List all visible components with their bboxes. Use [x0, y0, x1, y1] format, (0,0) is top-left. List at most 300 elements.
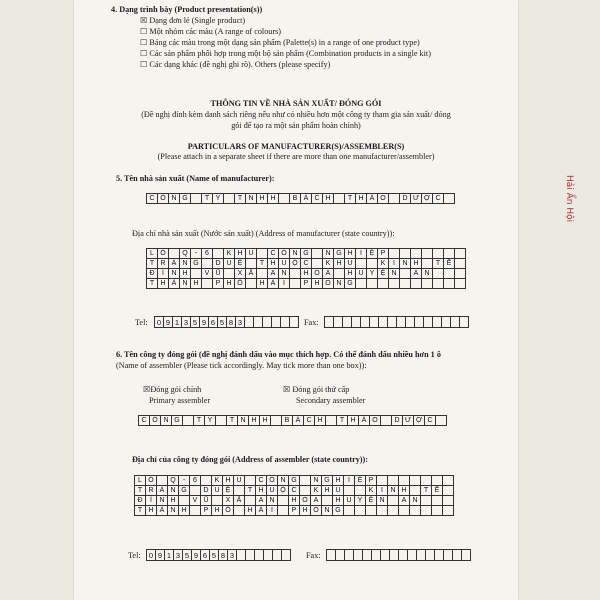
manufacturer-name-cell[interactable]: Y: [213, 194, 224, 204]
manufacturer-name-cell[interactable]: [224, 194, 235, 204]
manufacturer-address-cell[interactable]: Đ: [147, 269, 158, 279]
assembler-address-cell[interactable]: Ế: [432, 486, 443, 496]
assembler-address-cell[interactable]: Ô: [146, 476, 157, 486]
assembler-address-cell[interactable]: T: [245, 486, 256, 496]
assembler-address-cell[interactable]: Đ: [135, 496, 146, 506]
assembler-address-cell[interactable]: U: [267, 486, 278, 496]
assembler-name-cell[interactable]: Ô: [150, 416, 161, 426]
manufacturer-address-cell[interactable]: Ố: [235, 279, 246, 289]
assembler-address-cell[interactable]: Ò: [311, 506, 322, 516]
manufacturer-address-cell[interactable]: H: [268, 259, 279, 269]
assembler-address-cell[interactable]: H: [223, 476, 234, 486]
assembler-fax-cell[interactable]: [444, 550, 453, 561]
manufacturer-address-cell[interactable]: H: [411, 259, 422, 269]
manufacturer-address-cell[interactable]: [444, 269, 455, 279]
assembler-address-cell[interactable]: Q: [168, 476, 179, 486]
assembler-address-cell[interactable]: [421, 506, 432, 516]
manufacturer-address-cell[interactable]: -: [191, 249, 202, 259]
manufacturer-address-cell[interactable]: N: [169, 269, 180, 279]
manufacturer-address-cell[interactable]: H: [191, 279, 202, 289]
manufacturer-address-cell[interactable]: A: [268, 269, 279, 279]
assembler-name-cell[interactable]: Ư: [403, 416, 414, 426]
assembler-address-cell[interactable]: [377, 506, 388, 516]
assembler-address-cell[interactable]: Ệ: [223, 486, 234, 496]
assembler-address-cell[interactable]: I: [377, 486, 388, 496]
manufacturer-name-cell[interactable]: Ư: [411, 194, 422, 204]
assembler-tel-cell[interactable]: 5: [210, 550, 219, 561]
manufacturer-name-cell[interactable]: N: [169, 194, 180, 204]
manufacturer-address-cell[interactable]: Ế: [444, 259, 455, 269]
manufacturer-address-cell[interactable]: H: [301, 269, 312, 279]
manufacturer-fax-cell[interactable]: [424, 317, 433, 328]
manufacturer-address-cell[interactable]: Ô: [279, 249, 290, 259]
manufacturer-tel-cell[interactable]: 9: [200, 317, 209, 328]
manufacturer-name-cell[interactable]: C: [433, 194, 444, 204]
assembler-name-cell[interactable]: Ợ: [414, 416, 425, 426]
manufacturer-name-cell[interactable]: H: [356, 194, 367, 204]
manufacturer-address-cell[interactable]: T: [147, 259, 158, 269]
assembler-tel-cell[interactable]: [282, 550, 291, 561]
manufacturer-address-cell[interactable]: H: [180, 269, 191, 279]
manufacturer-name-cell[interactable]: Ợ: [422, 194, 433, 204]
manufacturer-name-cell[interactable]: [444, 194, 455, 204]
assembler-fax-cell[interactable]: [435, 550, 444, 561]
manufacturer-address-cell[interactable]: [455, 259, 466, 269]
assembler-name-cell[interactable]: [271, 416, 282, 426]
assembler-address-cell[interactable]: [322, 496, 333, 506]
assembler-name-cell[interactable]: Ả: [359, 416, 370, 426]
section4-option-1[interactable]: ☒ Dạng đơn lẻ (Single product): [140, 16, 246, 25]
manufacturer-tel-cell[interactable]: 0: [155, 317, 164, 328]
assembler-name-cell[interactable]: [183, 416, 194, 426]
assembler-address-cell[interactable]: [377, 476, 388, 486]
assembler-fax-cell[interactable]: [453, 550, 462, 561]
manufacturer-address-cell[interactable]: C: [301, 259, 312, 269]
assembler-fax-cell[interactable]: [399, 550, 408, 561]
manufacturer-address-cell[interactable]: N: [400, 259, 411, 269]
manufacturer-address-cell[interactable]: [389, 249, 400, 259]
assembler-address-cell[interactable]: N: [377, 496, 388, 506]
manufacturer-name-cell[interactable]: Ô: [158, 194, 169, 204]
manufacturer-address-cell[interactable]: Ệ: [378, 269, 389, 279]
manufacturer-address-cell[interactable]: Y: [367, 269, 378, 279]
assembler-address-cell[interactable]: [388, 476, 399, 486]
assembler-name-cell[interactable]: N: [238, 416, 249, 426]
section4-option-2[interactable]: ☐ Một nhóm các màu (A range of colours): [140, 27, 282, 36]
assembler-address-cell[interactable]: [190, 506, 201, 516]
manufacturer-address-cell[interactable]: H: [334, 259, 345, 269]
assembler-address-cell[interactable]: Ã: [234, 496, 245, 506]
manufacturer-address-cell[interactable]: [367, 259, 378, 269]
assembler-address-cell[interactable]: T: [421, 486, 432, 496]
manufacturer-fax-boxes[interactable]: [324, 316, 469, 328]
manufacturer-address-cell[interactable]: D: [213, 259, 224, 269]
assembler-fax-cell[interactable]: [372, 550, 381, 561]
manufacturer-tel-cell[interactable]: 8: [227, 317, 236, 328]
assembler-address-cell[interactable]: H: [168, 496, 179, 506]
manufacturer-fax-cell[interactable]: [388, 317, 397, 328]
assembler-address-cell[interactable]: H: [289, 496, 300, 506]
assembler-address-cell[interactable]: [157, 476, 168, 486]
assembler-address-cell[interactable]: [245, 496, 256, 506]
assembler-tel-cell[interactable]: [255, 550, 264, 561]
assembler-name-cell[interactable]: [436, 416, 447, 426]
manufacturer-address-cell[interactable]: [422, 259, 433, 269]
section4-option-3[interactable]: ☐ Bảng các màu trong một dạng sản phẩm (Palette(s) in a range of one product type): [140, 38, 420, 47]
assembler-address-cell[interactable]: C: [256, 476, 267, 486]
manufacturer-name-cell[interactable]: [279, 194, 290, 204]
manufacturer-fax-cell[interactable]: [325, 317, 334, 328]
manufacturer-name-cell[interactable]: G: [180, 194, 191, 204]
assembler-tel-cell[interactable]: 8: [219, 550, 228, 561]
manufacturer-address-cell[interactable]: Q: [180, 249, 191, 259]
assembler-fax-cell[interactable]: [336, 550, 345, 561]
assembler-address-cell[interactable]: G: [333, 506, 344, 516]
manufacturer-fax-cell[interactable]: [406, 317, 415, 328]
assembler-address-cell[interactable]: [179, 496, 190, 506]
assembler-address-cell[interactable]: À: [157, 486, 168, 496]
manufacturer-address-cell[interactable]: [378, 279, 389, 289]
manufacturer-address-cell[interactable]: [169, 249, 180, 259]
assembler-address-cell[interactable]: 6: [190, 476, 201, 486]
assembler-tel-cell[interactable]: 6: [201, 550, 210, 561]
assembler-address-cell[interactable]: [421, 476, 432, 486]
manufacturer-name-cell[interactable]: T: [235, 194, 246, 204]
assembler-address-cell[interactable]: -: [179, 476, 190, 486]
manufacturer-name-cell[interactable]: Á: [301, 194, 312, 204]
manufacturer-address-cell[interactable]: R: [158, 259, 169, 269]
assembler-address-cell[interactable]: [355, 486, 366, 496]
assembler-address-cell[interactable]: U: [333, 486, 344, 496]
manufacturer-address-cell[interactable]: [411, 249, 422, 259]
manufacturer-address-cell[interactable]: Ộ: [290, 259, 301, 269]
manufacturer-address-cell[interactable]: [411, 279, 422, 289]
manufacturer-address-cell[interactable]: [455, 279, 466, 289]
manufacturer-address-cell[interactable]: 6: [202, 249, 213, 259]
assembler-address-cell[interactable]: [344, 506, 355, 516]
manufacturer-address-cell[interactable]: [422, 279, 433, 289]
manufacturer-address-cell[interactable]: V: [202, 269, 213, 279]
assembler-address-cell[interactable]: [190, 486, 201, 496]
assembler-name-cell[interactable]: B: [282, 416, 293, 426]
manufacturer-address-cell[interactable]: K: [224, 249, 235, 259]
manufacturer-address-cell[interactable]: T: [147, 279, 158, 289]
manufacturer-address-grid[interactable]: [146, 248, 466, 289]
assembler-name-cell[interactable]: T: [227, 416, 238, 426]
manufacturer-address-cell[interactable]: U: [224, 259, 235, 269]
assembler-address-cell[interactable]: H: [256, 486, 267, 496]
manufacturer-address-cell[interactable]: [224, 269, 235, 279]
manufacturer-name-cell[interactable]: Ả: [367, 194, 378, 204]
assembler-address-cell[interactable]: N: [311, 476, 322, 486]
section4-option-4[interactable]: ☐ Các sản phẩm phối hợp trong một bộ sản phẩm (Combination products in a single kit): [140, 49, 431, 58]
assembler-address-cell[interactable]: P: [366, 476, 377, 486]
manufacturer-address-cell[interactable]: [433, 249, 444, 259]
assembler-name-cell[interactable]: D: [392, 416, 403, 426]
assembler-tel-cell[interactable]: 3: [174, 550, 183, 561]
assembler-tel-cell[interactable]: [273, 550, 282, 561]
manufacturer-address-cell[interactable]: G: [345, 279, 356, 289]
manufacturer-fax-cell[interactable]: [379, 317, 388, 328]
assembler-tel-cell[interactable]: [237, 550, 246, 561]
assembler-address-cell[interactable]: Ộ: [278, 486, 289, 496]
manufacturer-address-cell[interactable]: [312, 249, 323, 259]
assembler-address-cell[interactable]: Ò: [300, 496, 311, 506]
manufacturer-address-cell[interactable]: U: [246, 249, 257, 259]
assembler-address-cell[interactable]: H: [322, 486, 333, 496]
assembler-address-cell[interactable]: [234, 486, 245, 496]
assembler-address-cell[interactable]: [443, 496, 454, 506]
assembler-address-cell[interactable]: K: [212, 476, 223, 486]
manufacturer-tel-cell[interactable]: 6: [209, 317, 218, 328]
manufacturer-address-cell[interactable]: H: [224, 279, 235, 289]
manufacturer-address-cell[interactable]: G: [334, 249, 345, 259]
assembler-name-cell[interactable]: T: [337, 416, 348, 426]
manufacturer-address-cell[interactable]: Ô: [158, 249, 169, 259]
manufacturer-address-cell[interactable]: U: [345, 259, 356, 269]
manufacturer-address-cell[interactable]: N: [180, 259, 191, 269]
assembler-name-cell[interactable]: H: [249, 416, 260, 426]
manufacturer-address-cell[interactable]: H: [158, 279, 169, 289]
secondary-assembler-checkbox[interactable]: ☒ Đóng gói thứ cấp: [283, 385, 350, 394]
manufacturer-address-cell[interactable]: [455, 269, 466, 279]
assembler-address-cell[interactable]: U: [234, 476, 245, 486]
assembler-address-cell[interactable]: [432, 476, 443, 486]
assembler-address-cell[interactable]: N: [168, 506, 179, 516]
assembler-address-cell[interactable]: K: [366, 486, 377, 496]
manufacturer-name-cell[interactable]: C: [312, 194, 323, 204]
manufacturer-address-cell[interactable]: T: [257, 259, 268, 269]
manufacturer-address-cell[interactable]: [246, 259, 257, 269]
assembler-address-cell[interactable]: [443, 506, 454, 516]
assembler-fax-boxes[interactable]: [326, 549, 471, 561]
manufacturer-address-cell[interactable]: N: [323, 249, 334, 259]
manufacturer-address-cell[interactable]: Ì: [158, 269, 169, 279]
manufacturer-name-cell[interactable]: [389, 194, 400, 204]
manufacturer-address-cell[interactable]: Ũ: [213, 269, 224, 279]
assembler-name-cell[interactable]: C: [304, 416, 315, 426]
assembler-name-cell[interactable]: G: [172, 416, 183, 426]
manufacturer-name-cell[interactable]: O: [378, 194, 389, 204]
assembler-address-cell[interactable]: Ả: [256, 506, 267, 516]
assembler-address-cell[interactable]: [421, 496, 432, 506]
manufacturer-tel-cell[interactable]: 3: [236, 317, 245, 328]
assembler-tel-cell[interactable]: 0: [147, 550, 156, 561]
assembler-name-cell[interactable]: C: [139, 416, 150, 426]
manufacturer-tel-boxes[interactable]: [154, 316, 299, 328]
assembler-address-cell[interactable]: R: [146, 486, 157, 496]
manufacturer-name-cell[interactable]: C: [147, 194, 158, 204]
assembler-address-cell[interactable]: H: [146, 506, 157, 516]
assembler-fax-cell[interactable]: [462, 550, 471, 561]
assembler-name-cell[interactable]: N: [161, 416, 172, 426]
assembler-name-cell[interactable]: O: [370, 416, 381, 426]
assembler-tel-cell[interactable]: 3: [228, 550, 237, 561]
manufacturer-address-cell[interactable]: [246, 279, 257, 289]
manufacturer-address-cell[interactable]: [389, 279, 400, 289]
manufacturer-address-cell[interactable]: H: [345, 249, 356, 259]
manufacturer-name-cell[interactable]: [334, 194, 345, 204]
manufacturer-name-cell[interactable]: H: [268, 194, 279, 204]
assembler-fax-cell[interactable]: [390, 550, 399, 561]
manufacturer-tel-cell[interactable]: 5: [218, 317, 227, 328]
assembler-address-cell[interactable]: H: [333, 476, 344, 486]
assembler-fax-cell[interactable]: [327, 550, 336, 561]
assembler-address-cell[interactable]: A: [311, 496, 322, 506]
manufacturer-tel-cell[interactable]: [245, 317, 254, 328]
manufacturer-address-cell[interactable]: [290, 279, 301, 289]
assembler-address-cell[interactable]: Ũ: [201, 496, 212, 506]
assembler-address-cell[interactable]: U: [212, 486, 223, 496]
assembler-address-cell[interactable]: [399, 506, 410, 516]
manufacturer-address-cell[interactable]: Ã: [246, 269, 257, 279]
assembler-address-cell[interactable]: I: [344, 476, 355, 486]
assembler-address-cell[interactable]: Ệ: [355, 476, 366, 486]
manufacturer-address-cell[interactable]: [444, 249, 455, 259]
manufacturer-address-cell[interactable]: Ò: [312, 269, 323, 279]
assembler-address-cell[interactable]: N: [157, 496, 168, 506]
manufacturer-name-cell[interactable]: N: [246, 194, 257, 204]
manufacturer-name-boxes[interactable]: [146, 193, 455, 204]
manufacturer-address-cell[interactable]: N: [389, 269, 400, 279]
manufacturer-address-cell[interactable]: U: [356, 269, 367, 279]
manufacturer-address-cell[interactable]: [444, 279, 455, 289]
manufacturer-address-cell[interactable]: [400, 269, 411, 279]
manufacturer-tel-cell[interactable]: [263, 317, 272, 328]
assembler-fax-cell[interactable]: [408, 550, 417, 561]
manufacturer-address-cell[interactable]: [400, 279, 411, 289]
manufacturer-address-cell[interactable]: Ò: [323, 279, 334, 289]
assembler-name-cell[interactable]: H: [315, 416, 326, 426]
assembler-name-cell[interactable]: [381, 416, 392, 426]
manufacturer-name-cell[interactable]: T: [345, 194, 356, 204]
assembler-fax-cell[interactable]: [354, 550, 363, 561]
assembler-address-cell[interactable]: T: [135, 506, 146, 516]
assembler-address-cell[interactable]: Y: [355, 496, 366, 506]
manufacturer-address-cell[interactable]: [202, 279, 213, 289]
manufacturer-fax-cell[interactable]: [397, 317, 406, 328]
assembler-address-grid[interactable]: [134, 475, 454, 516]
assembler-address-cell[interactable]: N: [388, 486, 399, 496]
manufacturer-address-cell[interactable]: N: [290, 249, 301, 259]
assembler-fax-cell[interactable]: [426, 550, 435, 561]
manufacturer-address-cell[interactable]: À: [169, 279, 180, 289]
assembler-address-cell[interactable]: H: [399, 486, 410, 496]
manufacturer-fax-cell[interactable]: [460, 317, 469, 328]
primary-assembler-checkbox[interactable]: ☒Đóng gói chính: [143, 385, 202, 394]
assembler-name-cell[interactable]: H: [348, 416, 359, 426]
manufacturer-tel-cell[interactable]: 3: [182, 317, 191, 328]
assembler-tel-cell[interactable]: 9: [192, 550, 201, 561]
manufacturer-address-cell[interactable]: A: [323, 269, 334, 279]
manufacturer-address-cell[interactable]: I: [356, 249, 367, 259]
manufacturer-address-cell[interactable]: [367, 279, 378, 289]
assembler-address-cell[interactable]: I: [267, 506, 278, 516]
assembler-address-cell[interactable]: P: [201, 506, 212, 516]
assembler-address-cell[interactable]: [432, 506, 443, 516]
assembler-address-cell[interactable]: Ố: [223, 506, 234, 516]
assembler-address-cell[interactable]: N: [278, 476, 289, 486]
assembler-address-cell[interactable]: H: [300, 506, 311, 516]
assembler-address-cell[interactable]: [234, 506, 245, 516]
manufacturer-tel-cell[interactable]: 5: [191, 317, 200, 328]
manufacturer-address-cell[interactable]: K: [323, 259, 334, 269]
assembler-address-cell[interactable]: [201, 476, 212, 486]
assembler-name-cell[interactable]: H: [260, 416, 271, 426]
manufacturer-address-cell[interactable]: H: [312, 279, 323, 289]
manufacturer-fax-cell[interactable]: [433, 317, 442, 328]
assembler-name-cell[interactable]: C: [425, 416, 436, 426]
manufacturer-address-cell[interactable]: Ả: [268, 279, 279, 289]
manufacturer-address-cell[interactable]: [202, 259, 213, 269]
manufacturer-address-cell[interactable]: G: [191, 259, 202, 269]
assembler-address-cell[interactable]: N: [168, 486, 179, 496]
manufacturer-address-cell[interactable]: [257, 249, 268, 259]
assembler-address-cell[interactable]: Ô: [267, 476, 278, 486]
manufacturer-fax-cell[interactable]: [361, 317, 370, 328]
manufacturer-address-cell[interactable]: C: [268, 249, 279, 259]
assembler-address-cell[interactable]: [410, 476, 421, 486]
assembler-tel-cell[interactable]: 1: [165, 550, 174, 561]
assembler-name-cell[interactable]: [216, 416, 227, 426]
manufacturer-name-cell[interactable]: T: [202, 194, 213, 204]
assembler-address-cell[interactable]: H: [212, 506, 223, 516]
manufacturer-address-cell[interactable]: P: [301, 279, 312, 289]
manufacturer-address-cell[interactable]: I: [389, 259, 400, 269]
assembler-address-cell[interactable]: [388, 496, 399, 506]
assembler-tel-cell[interactable]: 9: [156, 550, 165, 561]
manufacturer-address-cell[interactable]: L: [147, 249, 158, 259]
assembler-address-cell[interactable]: Ệ: [366, 496, 377, 506]
assembler-fax-cell[interactable]: [363, 550, 372, 561]
manufacturer-address-cell[interactable]: [400, 249, 411, 259]
assembler-address-cell[interactable]: V: [190, 496, 201, 506]
assembler-address-cell[interactable]: [344, 486, 355, 496]
assembler-address-cell[interactable]: [300, 476, 311, 486]
manufacturer-address-cell[interactable]: [191, 269, 202, 279]
manufacturer-address-cell[interactable]: N: [334, 279, 345, 289]
assembler-address-cell[interactable]: H: [179, 506, 190, 516]
assembler-name-cell[interactable]: [326, 416, 337, 426]
assembler-address-cell[interactable]: H: [333, 496, 344, 506]
manufacturer-name-cell[interactable]: H: [323, 194, 334, 204]
assembler-address-cell[interactable]: P: [289, 506, 300, 516]
manufacturer-address-cell[interactable]: Ệ: [367, 249, 378, 259]
manufacturer-address-cell[interactable]: H: [345, 269, 356, 279]
assembler-address-cell[interactable]: Ì: [146, 496, 157, 506]
assembler-address-cell[interactable]: N: [322, 506, 333, 516]
assembler-fax-cell[interactable]: [417, 550, 426, 561]
assembler-address-cell[interactable]: [399, 476, 410, 486]
assembler-address-cell[interactable]: G: [322, 476, 333, 486]
manufacturer-tel-cell[interactable]: 1: [173, 317, 182, 328]
manufacturer-fax-cell[interactable]: [451, 317, 460, 328]
assembler-address-cell[interactable]: G: [179, 486, 190, 496]
manufacturer-tel-cell[interactable]: [281, 317, 290, 328]
assembler-address-cell[interactable]: A: [399, 496, 410, 506]
manufacturer-fax-cell[interactable]: [415, 317, 424, 328]
manufacturer-address-cell[interactable]: T: [433, 259, 444, 269]
manufacturer-address-cell[interactable]: [356, 259, 367, 269]
manufacturer-address-cell[interactable]: N: [279, 269, 290, 279]
assembler-tel-cell[interactable]: [264, 550, 273, 561]
assembler-address-cell[interactable]: [410, 486, 421, 496]
manufacturer-address-cell[interactable]: U: [279, 259, 290, 269]
manufacturer-fax-cell[interactable]: [442, 317, 451, 328]
assembler-address-cell[interactable]: A: [256, 496, 267, 506]
manufacturer-fax-cell[interactable]: [370, 317, 379, 328]
assembler-address-cell[interactable]: N: [410, 496, 421, 506]
